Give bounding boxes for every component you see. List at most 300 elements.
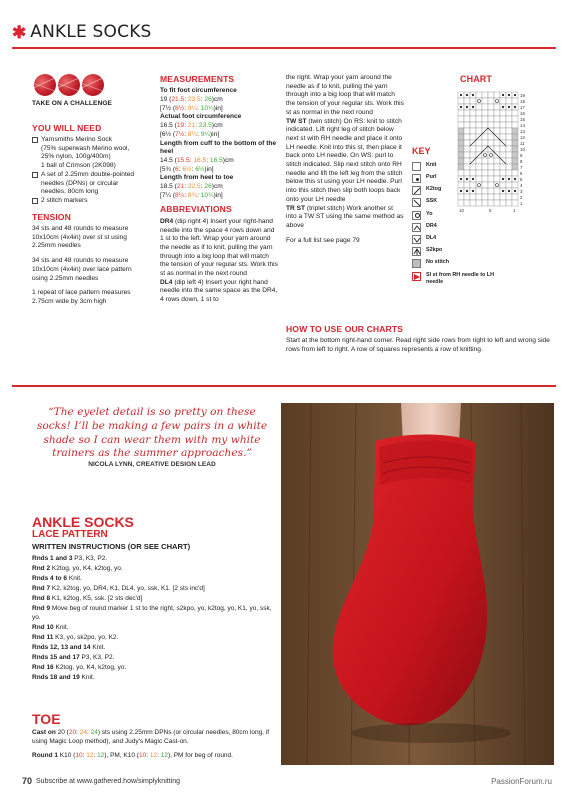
chart-row-label: 13 (520, 128, 525, 134)
chart-purl-dot (514, 178, 516, 180)
chart-purl-dot (460, 106, 462, 108)
chart-cell (476, 182, 482, 188)
abbr-tw-st: TW ST (twin stitch) On RS: knit to stitch indicated. Lift right leg of stitch below next st with RH needle and place it onto LH needle. Knit into this st, then place it back onto LH needle. On WS: purl to stitch indicated. Slip next stitch onto RH needle and lift the left leg from the stitch below this st using your LH needle. Purl into this stitch then slip both loops back onto your LH needle (286, 117, 403, 203)
key-item-purl: Purl (412, 174, 532, 183)
chart-cell (476, 164, 482, 170)
you-will-need-heading: YOU WILL NEED (32, 122, 102, 133)
chart-cell (488, 176, 494, 182)
chart-cell (512, 140, 518, 146)
tension-line: 2.25mm needles (32, 242, 81, 250)
tension-line: 1 repeat of lace pattern measures (32, 289, 131, 297)
chart-cell (464, 158, 470, 164)
chart-cell (488, 182, 494, 188)
chart-cell (470, 98, 476, 104)
yarn-line: 1 ball of Crimson (2K098) (41, 162, 116, 170)
chart-purl-dot (502, 106, 504, 108)
chart-cell (512, 128, 518, 134)
column-measurements (160, 74, 278, 305)
chart-cell (470, 152, 476, 158)
key-item-no-stitch: No stitch (412, 259, 532, 268)
chart-cell (482, 134, 488, 140)
heel-in: [7¼ (8¼: 8¾: 10¼)in] (160, 191, 223, 199)
chart-cell (500, 110, 506, 116)
tension-line: using 2.25mm needles (32, 274, 99, 282)
pattern-row: Rnd 7 K2, k2tog, yo, DR4, K1, DL4, yo, ssk, K1. [2 sts inc'd] (32, 585, 205, 593)
chart-cell (494, 116, 500, 122)
chart-cell (482, 140, 488, 146)
chart-cell (500, 164, 506, 170)
chart-purl-dot (466, 106, 468, 108)
yarn-ball-icon (82, 74, 104, 96)
chart-cell (512, 164, 518, 170)
column-abbreviations-cont (286, 74, 404, 245)
chart-purl-dot (514, 106, 516, 108)
chart-cell (500, 116, 506, 122)
dr4-symbol-icon (412, 223, 421, 232)
chart-cell (500, 152, 506, 158)
cuff-label: Length from cuff to the bottom of the heel (160, 139, 277, 156)
chart-cell (500, 134, 506, 140)
chart-cell (464, 110, 470, 116)
chart-cell (464, 146, 470, 152)
chart-cell (512, 170, 518, 176)
pattern-title: ANKLE SOCKS (32, 514, 134, 530)
chart-cell (494, 200, 500, 206)
header-rule (12, 47, 556, 49)
yarn-ball-icon (58, 74, 80, 96)
chart-purl-dot (508, 178, 510, 180)
chart-row-label: 18 (520, 98, 525, 104)
toe-round-1: Round 1 K10 (10: 12: 12), PM, K10 (10: 12: 12), PM for beg of round. (32, 751, 233, 759)
chart-cell (500, 128, 506, 134)
key-item-slip: Sl st from RH needle to LH needle (412, 272, 532, 286)
chart-cell (512, 122, 518, 128)
checkbox-icon (32, 172, 38, 178)
chart-cell (512, 158, 518, 164)
chart-cell (488, 152, 494, 158)
chart-cell (494, 128, 500, 134)
chart-cell (494, 122, 500, 128)
chart-cell (476, 104, 482, 110)
chart-cell (512, 134, 518, 140)
needles-check-item (32, 171, 150, 197)
no-stitch-symbol-icon (412, 259, 421, 268)
knit-symbol-icon (412, 162, 421, 171)
chart-purl-dot (514, 94, 516, 96)
chart-cell (488, 170, 494, 176)
chart-cell (470, 110, 476, 116)
pattern-row: Rnd 10 Knit. (32, 624, 69, 632)
chart-cell (500, 200, 506, 206)
chart-cell (482, 188, 488, 194)
difficulty-label: TAKE ON A CHALLENGE (32, 100, 113, 107)
pattern-row: Rnds 1 and 3 P3, K3, P2. (32, 555, 108, 563)
abbr-continued: the right. Wrap your yarn around the needle as if to knit, pulling the yarn through into a big loop that will match the tension of your regular sts. Work this st as normal in the next round (286, 74, 404, 116)
chart-purl-dot (502, 178, 504, 180)
chart-cell (488, 200, 494, 206)
abbr-tr-st: TR ST (triplet stitch) Work another st into a TW ST using the same method as above (286, 204, 404, 229)
s2kpo-symbol-icon (412, 247, 421, 256)
chart-cell (494, 182, 500, 188)
chart-cell (494, 164, 500, 170)
chart-cell (488, 194, 494, 200)
sock-photo (281, 403, 554, 765)
toe-section (32, 712, 274, 762)
chart-col-label: 10 (459, 207, 464, 213)
chart-cell (464, 200, 470, 206)
chart-grid (456, 90, 552, 214)
chart-cell (494, 188, 500, 194)
chart-cell (494, 170, 500, 176)
chart-cell (476, 188, 482, 194)
chart-cell (482, 182, 488, 188)
k2tog-symbol-icon (412, 186, 421, 195)
yarn-line: (75% superwash Merino wool, (41, 144, 130, 152)
chart-purl-dot (472, 94, 474, 96)
chart-cell (500, 182, 506, 188)
chart-cell (458, 170, 464, 176)
chart-cell (470, 200, 476, 206)
chart-cell (506, 128, 512, 134)
chart-cell (482, 194, 488, 200)
chart-cell (458, 110, 464, 116)
page-footer (22, 776, 552, 788)
chart-cell (506, 200, 512, 206)
chart-cell (458, 158, 464, 164)
heel-cm: 18.5 (21: 22.5: 26)cm (160, 183, 223, 191)
chart-cell (494, 92, 500, 98)
section-rule (12, 385, 556, 387)
chart-cell (494, 110, 500, 116)
pattern-instructions (32, 515, 274, 685)
chart-purl-dot (508, 106, 510, 108)
yarn-check-item (32, 136, 150, 171)
chart-cell (482, 176, 488, 182)
pattern-row: Rnds 4 to 6 Knit. (32, 575, 82, 583)
yarn-ball-icon (34, 74, 56, 96)
pattern-subtitle-2: WRITTEN INSTRUCTIONS (OR SEE CHART) (32, 542, 191, 551)
key-item-dl4: DL4 (412, 235, 532, 244)
abbr-dl4: DL4 (dip left 4) Insert your right hand needle into the same space as the DR4, 4 rows down, 1 st to (160, 278, 278, 304)
tension-line: 10x10cm (4x4in) over lace pattern (32, 265, 132, 273)
chart-cell (494, 194, 500, 200)
chart-cell (500, 122, 506, 128)
chart-cell (488, 164, 494, 170)
chart-cell (458, 194, 464, 200)
chart-cell (476, 128, 482, 134)
tension-line: 34 sts and 48 rounds to measure (32, 257, 129, 265)
fit-cm: 19 (21.5: 23.5: 26)cm (160, 96, 223, 104)
checkbox-icon (32, 198, 38, 204)
sock-photo-illustration (281, 403, 554, 765)
key-item-knit: Knit (412, 162, 532, 171)
chart-cell (458, 200, 464, 206)
chart-row-label: 2 (520, 194, 523, 200)
ssk-symbol-icon (412, 198, 421, 207)
chart-row-label: 3 (520, 188, 523, 194)
fit-label: To fit foot circumference (160, 87, 237, 95)
chart-cell (512, 98, 518, 104)
toe-heading: TOE (32, 711, 61, 727)
chart-purl-dot (508, 94, 510, 96)
chart-cell (476, 110, 482, 116)
chart-cell (464, 164, 470, 170)
chart-cell (488, 110, 494, 116)
chart-cell (488, 104, 494, 110)
page-header (12, 20, 152, 44)
chart-cell (464, 134, 470, 140)
chart-row-label: 5 (520, 176, 523, 182)
chart-cell (488, 140, 494, 146)
chart-cell (488, 134, 494, 140)
chart-row-label: 7 (520, 164, 523, 170)
chart-cell (506, 98, 512, 104)
chart-cell (512, 110, 518, 116)
fit-in: [7½ (8½: 9¼: 10¼)in] (160, 104, 223, 112)
tension-line: 2.75cm wide by 3cm high (32, 297, 107, 305)
abbr-dr4: DR4 (dip right 4) Insert your right-hand needle into the space 4 rows down and 1 st to the left. Wrap your yarn around the needle as if to knit, pulling the yarn through into a big loop that will match the tension of your regular sts. Work this st as normal in the next round (160, 217, 278, 278)
chart-cell (482, 158, 488, 164)
chart-cell (476, 92, 482, 98)
chart-cell (512, 200, 518, 206)
chart-cell (458, 146, 464, 152)
page-number: 70 (22, 776, 33, 786)
dl4-symbol-icon (412, 235, 421, 244)
measurements-heading: MEASUREMENTS (160, 74, 235, 84)
yarn-line: Yarnsmiths Merino Sock (41, 136, 112, 144)
chart-row-label: 14 (520, 122, 525, 128)
chart-row-label: 1 (520, 200, 523, 206)
chart-cell (488, 92, 494, 98)
how-to-text: Start at the bottom right-hand corner. Read right side rows from right to left and wrong side rows from left to right. A row of squares represents a row of knitting. (286, 337, 550, 354)
chart-row-label: 15 (520, 116, 525, 122)
full-list-note: For a full list see page 79 (286, 236, 360, 244)
chart-purl-dot (472, 178, 474, 180)
chart-cell (512, 182, 518, 188)
pattern-row: Rnd 8 K1, k2tog, K5, ssk. [2 sts dec'd] (32, 595, 143, 603)
chart-cell (476, 176, 482, 182)
chart-cell (482, 92, 488, 98)
chart-purl-dot (502, 190, 504, 192)
key-item-dr4: DR4 (412, 223, 532, 232)
chart-cell (500, 194, 506, 200)
cuff-cm: 14.5 (15.5: 16.5: 16.5)cm (160, 156, 234, 164)
chart-cell (494, 176, 500, 182)
chart-cell (506, 134, 512, 140)
chart-cell (482, 116, 488, 122)
abbreviations-heading: ABBREVIATIONS (160, 204, 232, 215)
chart-cell (464, 182, 470, 188)
needles-line: needles, 80cm long (41, 188, 99, 196)
chart-cell (458, 122, 464, 128)
chart-cell (470, 194, 476, 200)
pattern-row: Rnds 15 and 17 P3, K3, P2. (32, 654, 115, 662)
chart-purl-dot (502, 94, 504, 96)
chart-cell (488, 98, 494, 104)
actual-cm: 16.5 (19: 21: 23.5)cm (160, 122, 223, 130)
yo-symbol-icon (412, 211, 421, 220)
chart-cell (506, 140, 512, 146)
chart-cell (488, 188, 494, 194)
how-to-heading: HOW TO USE OUR CHARTS (286, 324, 404, 334)
key-item-s2kpo: S2kpo (412, 247, 532, 256)
page-title: ANKLE SOCKS (30, 21, 152, 42)
key-item-ssk: SSK (412, 198, 532, 207)
chart-cell (506, 182, 512, 188)
chart-cell (500, 170, 506, 176)
chart-row-label: 8 (520, 158, 523, 164)
chart-cell (470, 116, 476, 122)
chart-cell (512, 152, 518, 158)
key-heading: KEY (412, 146, 431, 156)
chart-cell (494, 158, 500, 164)
chart-row-label: 4 (520, 182, 523, 188)
chart-cell (512, 146, 518, 152)
chart-cell (500, 146, 506, 152)
yarn-rating (32, 74, 150, 96)
tension-heading: TENSION (32, 211, 71, 222)
chart-cell (506, 194, 512, 200)
editor-quote: “The eyelet detail is so pretty on these socks! I’ll be making a few pairs in a white shade so I can wear them with my white trainers as the summer approaches.” (36, 406, 268, 460)
chart-purl-dot (508, 190, 510, 192)
chart-cell (476, 116, 482, 122)
chart-purl-dot (514, 190, 516, 192)
needles-line: needles (DPNs) or circular (41, 179, 119, 187)
chart-cell (458, 164, 464, 170)
chart-cell (494, 146, 500, 152)
purl-symbol-icon (412, 174, 421, 183)
chart-cell (470, 122, 476, 128)
chart-cell (488, 122, 494, 128)
chart-cell (506, 170, 512, 176)
chart-col-label: 1 (513, 207, 516, 213)
chart-cell (512, 194, 518, 200)
chart-cell (494, 140, 500, 146)
chart-cell (464, 140, 470, 146)
chart-purl-dot (472, 190, 474, 192)
chart-cell (476, 140, 482, 146)
chart-cell (506, 152, 512, 158)
chart-cell (494, 98, 500, 104)
quote-credit: NICOLA LYNN, CREATIVE DESIGN LEAD (88, 461, 216, 468)
chart-cell (476, 146, 482, 152)
actual-in: [6½ (7½: 8¼: 9¼)in] (160, 130, 220, 138)
chart-cell (464, 116, 470, 122)
pattern-row: Rnd 11 K3, yo, sk2po, yo, K2. (32, 634, 119, 642)
chart-cell (506, 122, 512, 128)
watermark: PassionForum.ru (491, 776, 552, 786)
chart-cell (506, 110, 512, 116)
chart-row-label: 9 (520, 152, 523, 158)
yarn-line: 25% nylon, 100g/400m) (41, 153, 111, 161)
slip-stitch-symbol-icon (412, 272, 421, 281)
tension-line: 34 sts and 48 rounds to measure (32, 225, 129, 233)
chart-cell (476, 158, 482, 164)
chart-cell (470, 182, 476, 188)
chart-row-label: 6 (520, 170, 523, 176)
chart-heading: CHART (460, 74, 492, 84)
pattern-subtitle: LACE PATTERN (32, 529, 108, 540)
chart-cell (458, 116, 464, 122)
chart-cell (482, 122, 488, 128)
chart-cell (482, 164, 488, 170)
chart-cell (458, 134, 464, 140)
chart-cell (470, 170, 476, 176)
how-to-section (286, 324, 556, 355)
chart-cell (506, 146, 512, 152)
chart-cell (488, 116, 494, 122)
checkbox-icon (32, 137, 38, 143)
pattern-row: Rnd 2 K2tog, yo, K4, k2tog, yo. (32, 565, 123, 573)
heel-label: Length from heel to toe (160, 174, 234, 182)
chart-cell (482, 98, 488, 104)
key-item-k2tog: K2tog (412, 186, 532, 195)
chart-cell (470, 164, 476, 170)
chart-purl-dot (466, 178, 468, 180)
chart-row-label: 16 (520, 110, 525, 116)
chart-cell (494, 104, 500, 110)
needles-line: A set of 2.25mm double-pointed (41, 170, 135, 178)
chart-cell (476, 194, 482, 200)
chart-row-label: 17 (520, 104, 525, 110)
chart-cell (506, 116, 512, 122)
chart-cell (470, 134, 476, 140)
chart-cell (458, 182, 464, 188)
chart-cell (464, 170, 470, 176)
pattern-row: Rnd 9 Move beg of round marker 1 st to the right, s2kpo, yo, k2tog, yo, K1, yo, ssk, yo. (32, 605, 272, 621)
chart-cell (470, 128, 476, 134)
pattern-row: Rnds 12, 13 and 14 Knit. (32, 644, 106, 652)
chart-row-label: 19 (520, 92, 525, 98)
chart-cell (506, 158, 512, 164)
subscribe-text: Subscribe at www.gathered.how/simplyknitting (36, 778, 180, 786)
chart-cell (464, 152, 470, 158)
chart-cell (482, 200, 488, 206)
chart-cell (458, 152, 464, 158)
chart-cell (458, 140, 464, 146)
chart-col-label: 5 (489, 207, 492, 213)
stitch-chart (456, 74, 556, 214)
chart-purl-dot (460, 94, 462, 96)
chart-purl-dot (460, 178, 462, 180)
chart-row-label: 10 (520, 146, 525, 152)
chart-cell (458, 128, 464, 134)
chart-cell (470, 146, 476, 152)
chart-cell (476, 122, 482, 128)
chart-cell (464, 98, 470, 104)
chart-cell (482, 152, 488, 158)
actual-label: Actual foot circumference (160, 113, 242, 121)
toe-cast-on: Cast on 20 (20: 24: 24) sts using 2.25mm DPNs (or circular needles, 80cm long, if using Magic Loop method), and Judy's Magic Cast-on. (32, 729, 270, 745)
tension-line: 10x10cm (4x4in) over st st using (32, 233, 127, 241)
chart-cell (506, 164, 512, 170)
chart-cell (482, 104, 488, 110)
chart-purl-dot (466, 190, 468, 192)
pattern-row: Rnd 16 K2tog, yo, K4, k2tog, yo. (32, 664, 127, 672)
cuff-in: [5¾ (6: 6½: 6½)in] (160, 165, 214, 173)
pattern-row: Rnds 18 and 19 Knit. (32, 674, 95, 682)
chart-cell (512, 116, 518, 122)
key-item-yo: Yo (412, 211, 532, 220)
chart-cell (482, 110, 488, 116)
chart-purl-dot (472, 106, 474, 108)
chart-cell (488, 158, 494, 164)
chart-row-label: 11 (520, 140, 525, 146)
chart-purl-dot (466, 94, 468, 96)
chart-row-label: 12 (520, 134, 525, 140)
chart-cell (500, 98, 506, 104)
markers-line: 2 stitch markers (41, 196, 88, 204)
